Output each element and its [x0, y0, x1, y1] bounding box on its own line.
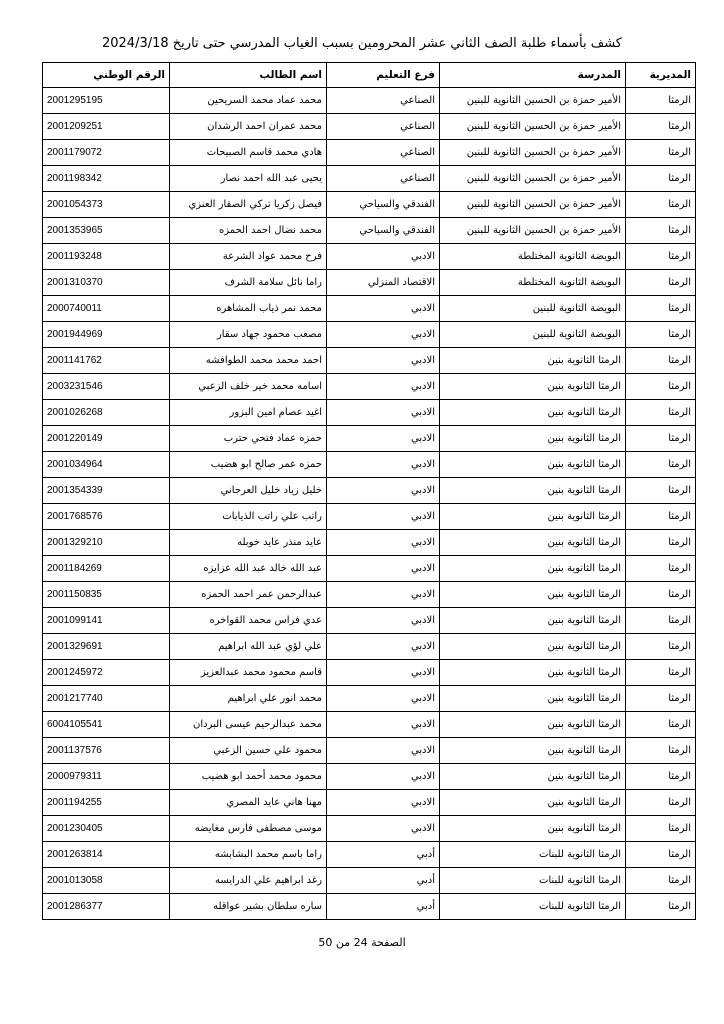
cell-national-id: 2001194255: [43, 790, 170, 816]
table-row: [43, 868, 696, 894]
cell-student-name: احمد محمد محمد الطوافشه: [170, 348, 327, 374]
cell-school: الرمثا الثانوية للبنات: [440, 842, 626, 868]
cell-school: الرمثا الثانوية بنين: [440, 374, 626, 400]
table-row: [43, 400, 696, 426]
cell-directorate: الرمثا: [626, 296, 696, 322]
cell-national-id: 2001054373: [43, 192, 170, 218]
cell-branch: أدبي: [327, 868, 440, 894]
cell-branch: الادبي: [327, 452, 440, 478]
cell-national-id: 2001034964: [43, 452, 170, 478]
cell-student-name: قاسم محمود محمد عبدالعزيز: [170, 660, 327, 686]
cell-school: الرمثا الثانوية بنين: [440, 634, 626, 660]
header-branch: فرع التعليم: [327, 63, 440, 88]
cell-national-id: 2001013058: [43, 868, 170, 894]
cell-branch: الصناعي: [327, 88, 440, 114]
cell-school: الرمثا الثانوية بنين: [440, 608, 626, 634]
cell-national-id: 2001768576: [43, 504, 170, 530]
table-row: [43, 140, 696, 166]
cell-branch: الادبي: [327, 764, 440, 790]
cell-branch: الصناعي: [327, 166, 440, 192]
table-row: [43, 478, 696, 504]
cell-national-id: 2001263814: [43, 842, 170, 868]
cell-student-name: محمد نضال احمد الحمزه: [170, 218, 327, 244]
page-number: الصفحة 24 من 50: [318, 936, 406, 949]
table-row: [43, 530, 696, 556]
cell-school: الأمير حمزة بن الحسين الثانوية للبنين: [440, 114, 626, 140]
cell-national-id: 2001184269: [43, 556, 170, 582]
cell-national-id: 2001353965: [43, 218, 170, 244]
table-row: [43, 192, 696, 218]
cell-student-name: اغيد عصام امين البزور: [170, 400, 327, 426]
cell-branch: الادبي: [327, 322, 440, 348]
cell-directorate: الرمثا: [626, 504, 696, 530]
cell-school: الرمثا الثانوية بنين: [440, 348, 626, 374]
cell-directorate: الرمثا: [626, 790, 696, 816]
cell-school: الرمثا الثانوية بنين: [440, 790, 626, 816]
cell-national-id: 2001209251: [43, 114, 170, 140]
cell-directorate: الرمثا: [626, 270, 696, 296]
cell-directorate: الرمثا: [626, 218, 696, 244]
cell-branch: الصناعي: [327, 114, 440, 140]
cell-school: الأمير حمزة بن الحسين الثانوية للبنين: [440, 140, 626, 166]
table-row: [43, 322, 696, 348]
cell-directorate: الرمثا: [626, 582, 696, 608]
cell-school: الرمثا الثانوية بنين: [440, 400, 626, 426]
cell-school: الرمثا الثانوية بنين: [440, 816, 626, 842]
cell-student-name: فرح محمد عواد الشرعة: [170, 244, 327, 270]
cell-branch: الادبي: [327, 296, 440, 322]
table-row: [43, 426, 696, 452]
cell-student-name: عبدالرحمن عمر احمد الحمزه: [170, 582, 327, 608]
cell-school: البويضة الثانوية للبنين: [440, 322, 626, 348]
cell-student-name: رغد ابراهيم علي الدرايسه: [170, 868, 327, 894]
cell-national-id: 2001295195: [43, 88, 170, 114]
cell-national-id: 2001354339: [43, 478, 170, 504]
cell-national-id: 6004105541: [43, 712, 170, 738]
cell-student-name: عدي فراس محمد القواخره: [170, 608, 327, 634]
cell-student-name: حمزه عماد فتحي حترب: [170, 426, 327, 452]
table-row: [43, 790, 696, 816]
cell-directorate: الرمثا: [626, 686, 696, 712]
students-table: [42, 62, 696, 920]
cell-student-name: يحيى عبد الله احمد نصار: [170, 166, 327, 192]
cell-branch: الادبي: [327, 660, 440, 686]
cell-school: الرمثا الثانوية بنين: [440, 504, 626, 530]
cell-directorate: الرمثا: [626, 660, 696, 686]
cell-branch: الادبي: [327, 712, 440, 738]
cell-directorate: الرمثا: [626, 114, 696, 140]
cell-school: الرمثا الثانوية بنين: [440, 582, 626, 608]
cell-branch: الادبي: [327, 790, 440, 816]
table-row: [43, 348, 696, 374]
cell-school: الأمير حمزة بن الحسين الثانوية للبنين: [440, 88, 626, 114]
cell-student-name: خليل زياد خليل العرجاني: [170, 478, 327, 504]
cell-branch: الادبي: [327, 608, 440, 634]
cell-branch: الادبي: [327, 634, 440, 660]
cell-directorate: الرمثا: [626, 140, 696, 166]
cell-directorate: الرمثا: [626, 400, 696, 426]
cell-national-id: 2001198342: [43, 166, 170, 192]
cell-student-name: محمود محمد أحمد ابو هضيب: [170, 764, 327, 790]
cell-branch: أدبي: [327, 894, 440, 920]
cell-national-id: 2001220149: [43, 426, 170, 452]
cell-directorate: الرمثا: [626, 348, 696, 374]
cell-national-id: 2001230405: [43, 816, 170, 842]
cell-national-id: 2001026268: [43, 400, 170, 426]
cell-student-name: محمد نمر ذياب المشاهره: [170, 296, 327, 322]
table-header-row: [43, 63, 696, 88]
table-row: [43, 660, 696, 686]
cell-national-id: 2001217740: [43, 686, 170, 712]
table-row: [43, 296, 696, 322]
cell-branch: الادبي: [327, 244, 440, 270]
cell-national-id: 2001141762: [43, 348, 170, 374]
cell-branch: الادبي: [327, 556, 440, 582]
cell-national-id: 2003231546: [43, 374, 170, 400]
cell-directorate: الرمثا: [626, 764, 696, 790]
cell-directorate: الرمثا: [626, 426, 696, 452]
cell-student-name: هادي محمد قاسم الصبيحات: [170, 140, 327, 166]
cell-school: الرمثا الثانوية للبنات: [440, 868, 626, 894]
cell-directorate: الرمثا: [626, 88, 696, 114]
cell-student-name: اسامه محمد خير خلف الزعبي: [170, 374, 327, 400]
cell-student-name: مصعب محمود جهاد سقار: [170, 322, 327, 348]
cell-branch: الادبي: [327, 400, 440, 426]
cell-national-id: 2000740011: [43, 296, 170, 322]
cell-directorate: الرمثا: [626, 842, 696, 868]
table-row: [43, 504, 696, 530]
cell-national-id: 2001150835: [43, 582, 170, 608]
table-row: [43, 686, 696, 712]
cell-national-id: 2001179072: [43, 140, 170, 166]
cell-directorate: الرمثا: [626, 894, 696, 920]
cell-student-name: محمد عبدالرحيم عيسى البردان: [170, 712, 327, 738]
cell-national-id: 2001245972: [43, 660, 170, 686]
table-row: [43, 374, 696, 400]
table-row: [43, 556, 696, 582]
cell-national-id: 2001137576: [43, 738, 170, 764]
cell-branch: الادبي: [327, 374, 440, 400]
cell-student-name: راما باسم محمد البشابشه: [170, 842, 327, 868]
cell-branch: الادبي: [327, 426, 440, 452]
table-row: [43, 166, 696, 192]
header-national-id: الرقم الوطني: [43, 63, 170, 88]
cell-branch: الادبي: [327, 348, 440, 374]
table-row: [43, 738, 696, 764]
cell-national-id: 2000979311: [43, 764, 170, 790]
cell-national-id: 2001329210: [43, 530, 170, 556]
cell-national-id: 2001286377: [43, 894, 170, 920]
cell-national-id: 2001944969: [43, 322, 170, 348]
cell-branch: أدبي: [327, 842, 440, 868]
cell-branch: الفندقي والسياحي: [327, 218, 440, 244]
cell-student-name: علي لؤي عبد الله ابراهيم: [170, 634, 327, 660]
cell-student-name: حمزه عمر صالح ابو هضيب: [170, 452, 327, 478]
table-row: [43, 842, 696, 868]
cell-directorate: الرمثا: [626, 712, 696, 738]
cell-directorate: الرمثا: [626, 556, 696, 582]
cell-directorate: الرمثا: [626, 322, 696, 348]
cell-directorate: الرمثا: [626, 738, 696, 764]
cell-branch: الادبي: [327, 738, 440, 764]
table-row: [43, 88, 696, 114]
cell-directorate: الرمثا: [626, 192, 696, 218]
cell-school: الرمثا الثانوية بنين: [440, 452, 626, 478]
table-row: [43, 244, 696, 270]
cell-school: الأمير حمزة بن الحسين الثانوية للبنين: [440, 192, 626, 218]
cell-school: الرمثا الثانوية بنين: [440, 764, 626, 790]
cell-student-name: راتب علي راتب الذيابات: [170, 504, 327, 530]
cell-student-name: عايد منذر عايد خوبله: [170, 530, 327, 556]
cell-school: الرمثا الثانوية للبنات: [440, 894, 626, 920]
cell-directorate: الرمثا: [626, 816, 696, 842]
table-row: [43, 608, 696, 634]
cell-directorate: الرمثا: [626, 868, 696, 894]
cell-branch: الفندقي والسياحي: [327, 192, 440, 218]
cell-school: الرمثا الثانوية بنين: [440, 556, 626, 582]
cell-directorate: الرمثا: [626, 530, 696, 556]
cell-branch: الادبي: [327, 530, 440, 556]
cell-school: الرمثا الثانوية بنين: [440, 530, 626, 556]
cell-school: الرمثا الثانوية بنين: [440, 478, 626, 504]
cell-branch: الصناعي: [327, 140, 440, 166]
cell-directorate: الرمثا: [626, 478, 696, 504]
cell-student-name: عبد الله خالد عبد الله عزايزه: [170, 556, 327, 582]
cell-branch: الادبي: [327, 686, 440, 712]
cell-student-name: محمد عمران احمد الرشدان: [170, 114, 327, 140]
cell-branch: الادبي: [327, 582, 440, 608]
cell-student-name: محمد عماد محمد السريحين: [170, 88, 327, 114]
cell-school: الأمير حمزة بن الحسين الثانوية للبنين: [440, 218, 626, 244]
header-student-name: اسم الطالب: [170, 63, 327, 88]
document-title: كشف بأسماء طلبة الصف الثاني عشر المحرومين بسبب الغياب المدرسي حتى تاريخ 2024/3/18: [101, 36, 622, 51]
cell-directorate: الرمثا: [626, 634, 696, 660]
table-body: [43, 88, 696, 920]
cell-school: البويضة الثانوية المختلطة: [440, 244, 626, 270]
header-directorate: المديرية: [626, 63, 696, 88]
cell-school: الرمثا الثانوية بنين: [440, 686, 626, 712]
cell-national-id: 2001193248: [43, 244, 170, 270]
table-row: [43, 582, 696, 608]
table-row: [43, 816, 696, 842]
table-row: [43, 634, 696, 660]
header-school: المدرسة: [440, 63, 626, 88]
cell-national-id: 2001310370: [43, 270, 170, 296]
cell-school: البويضة الثانوية المختلطة: [440, 270, 626, 296]
cell-student-name: راما نائل سلامة الشرف: [170, 270, 327, 296]
cell-school: الرمثا الثانوية بنين: [440, 660, 626, 686]
table-row: [43, 452, 696, 478]
table-row: [43, 894, 696, 920]
cell-directorate: الرمثا: [626, 166, 696, 192]
table-row: [43, 218, 696, 244]
table-row: [43, 712, 696, 738]
cell-branch: الاقتصاد المنزلي: [327, 270, 440, 296]
cell-national-id: 2001329691: [43, 634, 170, 660]
cell-student-name: ساره سلطان بشير عواقله: [170, 894, 327, 920]
cell-school: الرمثا الثانوية بنين: [440, 738, 626, 764]
cell-directorate: الرمثا: [626, 244, 696, 270]
cell-school: الرمثا الثانوية بنين: [440, 426, 626, 452]
cell-student-name: محمود علي حسين الزعبي: [170, 738, 327, 764]
table-row: [43, 114, 696, 140]
table-row: [43, 764, 696, 790]
cell-national-id: 2001099141: [43, 608, 170, 634]
cell-branch: الادبي: [327, 478, 440, 504]
cell-student-name: موسى مصطفى فارس مغايضه: [170, 816, 327, 842]
cell-student-name: مهنا هاني عايد المصري: [170, 790, 327, 816]
cell-school: البويضة الثانوية للبنين: [440, 296, 626, 322]
cell-directorate: الرمثا: [626, 374, 696, 400]
cell-student-name: فيصل زكريا تركي الصقار العنزي: [170, 192, 327, 218]
cell-branch: الادبي: [327, 816, 440, 842]
table-row: [43, 270, 696, 296]
cell-school: الأمير حمزة بن الحسين الثانوية للبنين: [440, 166, 626, 192]
cell-directorate: الرمثا: [626, 608, 696, 634]
cell-directorate: الرمثا: [626, 452, 696, 478]
cell-branch: الادبي: [327, 504, 440, 530]
cell-school: الرمثا الثانوية بنين: [440, 712, 626, 738]
cell-student-name: محمد انور علي ابراهيم: [170, 686, 327, 712]
